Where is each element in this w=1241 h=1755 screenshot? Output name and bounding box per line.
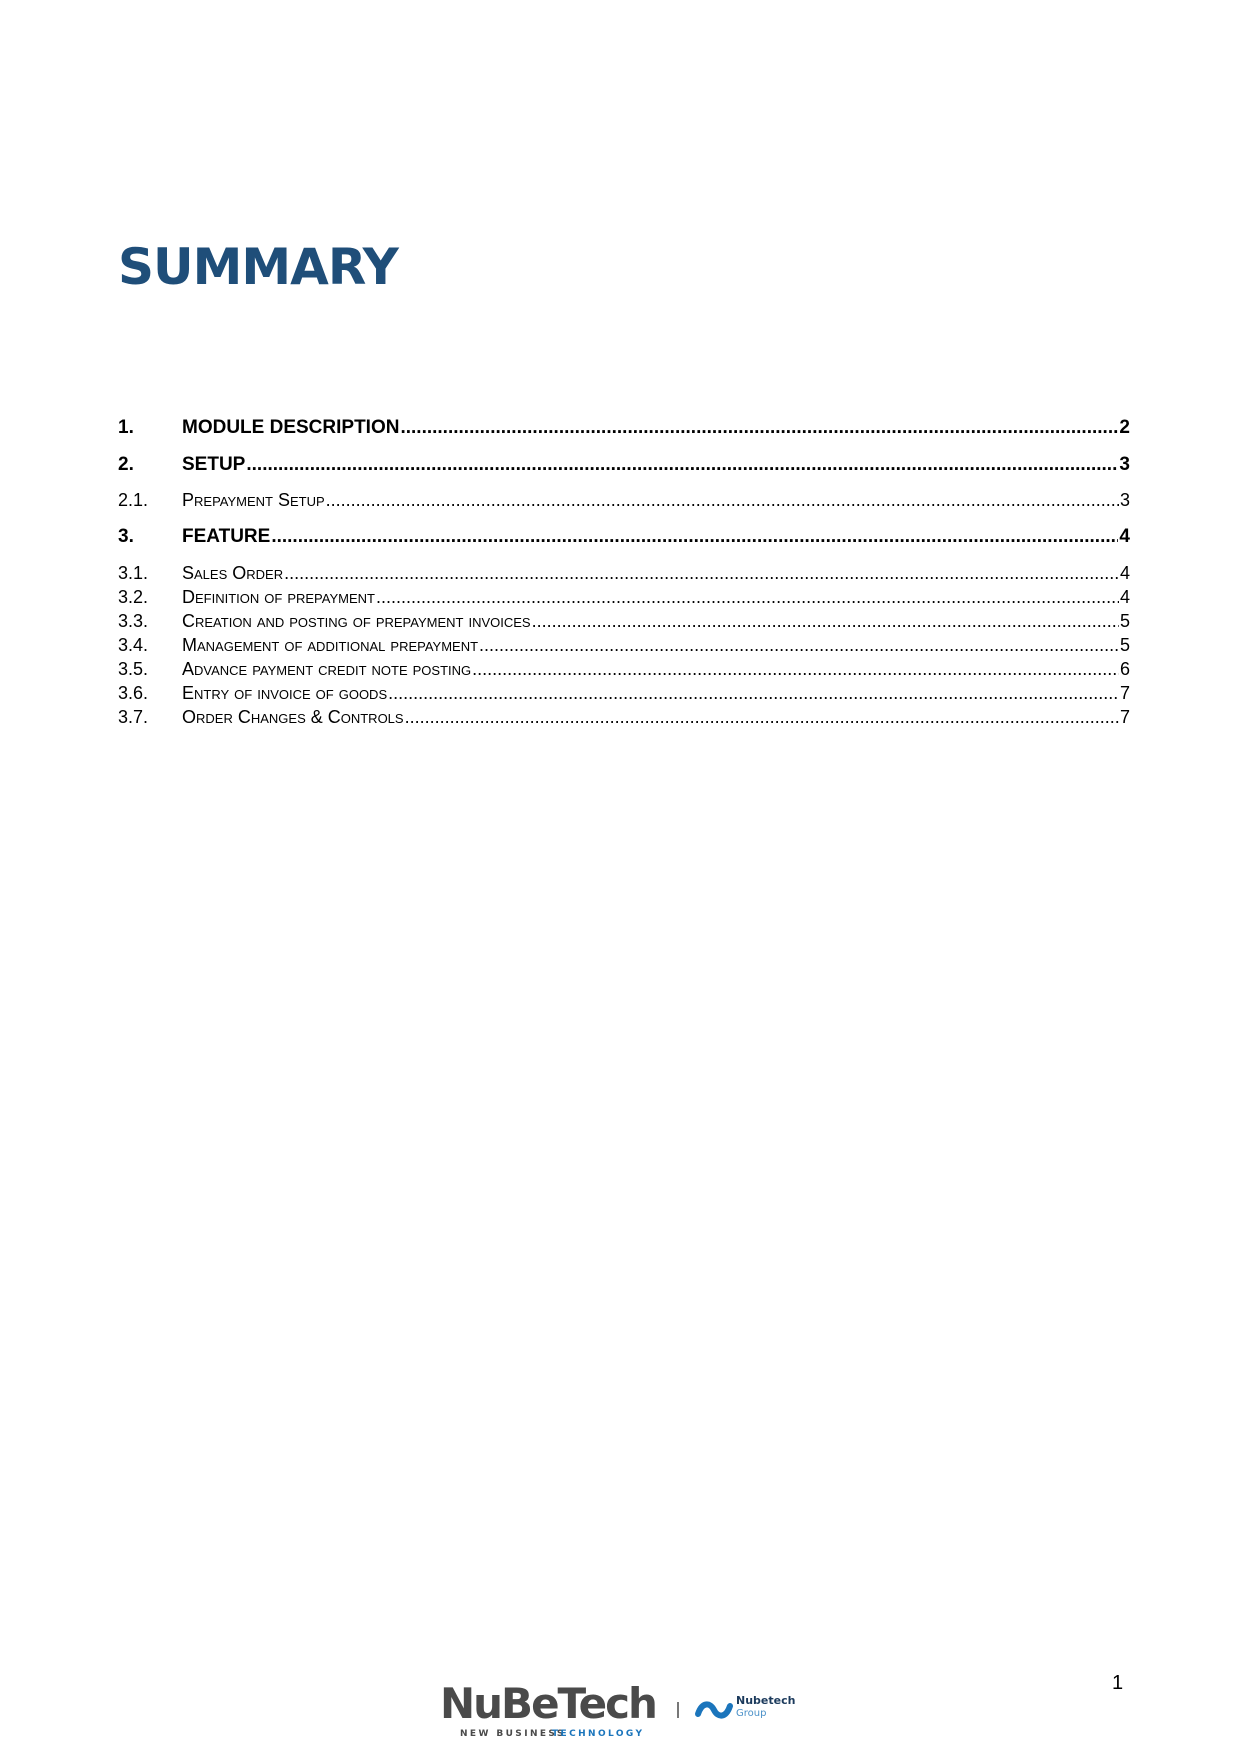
toc-leader [532, 611, 1119, 632]
toc-entry[interactable] [118, 683, 1130, 704]
toc-entry[interactable] [118, 707, 1130, 728]
toc-number: 3.5. [118, 659, 149, 679]
toc-label: MODULE DESCRIPTION [182, 417, 400, 438]
group-wave-icon [698, 1704, 730, 1715]
toc-entry[interactable] [118, 417, 1130, 439]
toc-number: 2.1. [118, 490, 149, 510]
toc-page: 5 [1119, 635, 1130, 655]
toc-number: 3.1. [118, 563, 149, 583]
toc-page: 4 [1119, 563, 1130, 583]
group-label: Group [736, 1708, 767, 1719]
logo-wordmark: NuBeTech [440, 1680, 656, 1728]
toc-number: 3.3. [118, 611, 149, 631]
toc-label: Order Changes & Controls [182, 707, 404, 727]
toc-label: Entry of invoice of goods [182, 683, 388, 703]
toc-entry[interactable] [118, 611, 1130, 632]
toc-entry[interactable] [118, 490, 1130, 511]
toc-entry[interactable] [118, 526, 1130, 548]
toc-page: 6 [1119, 659, 1130, 679]
logo-tagline-part2: TECHNOLOGY [552, 1729, 645, 1739]
nubetech-logo [440, 1680, 800, 1740]
toc-entry[interactable] [118, 587, 1130, 608]
toc-label: SETUP [182, 454, 246, 475]
toc-leader [284, 563, 1119, 584]
toc-page: 3 [1119, 454, 1130, 475]
toc-label: FEATURE [182, 526, 271, 547]
toc-page: 7 [1119, 707, 1130, 727]
group-name: Nubetech [736, 1694, 796, 1707]
toc-entry[interactable] [118, 563, 1130, 584]
toc-leader [271, 526, 1118, 548]
toc-label: Management of additional prepayment [182, 635, 479, 655]
page-number: 1 [1112, 1672, 1124, 1694]
toc-page: 5 [1119, 611, 1130, 631]
toc-label: Sales Order [182, 563, 284, 583]
toc-label: Definition of prepayment [182, 587, 375, 607]
toc-leader [326, 490, 1119, 511]
toc-page: 7 [1119, 683, 1130, 703]
toc-leader [405, 707, 1119, 728]
toc-leader [246, 454, 1118, 476]
toc-entry[interactable] [118, 454, 1130, 476]
toc-number: 3.7. [118, 707, 149, 727]
toc-leader [472, 659, 1119, 680]
toc-number: 2. [118, 454, 134, 475]
toc-page: 4 [1119, 587, 1130, 607]
toc-number: 3.4. [118, 635, 149, 655]
page-title: SUMMARY [118, 238, 398, 296]
toc-entry[interactable] [118, 635, 1130, 656]
toc-entry[interactable] [118, 659, 1130, 680]
toc-leader [376, 587, 1119, 608]
toc-page: 3 [1119, 490, 1130, 510]
toc-number: 1. [118, 417, 134, 438]
toc-page: 2 [1119, 417, 1130, 438]
toc-leader [388, 683, 1119, 704]
toc-number: 3.2. [118, 587, 149, 607]
toc-label: Creation and posting of prepayment invoices [182, 611, 531, 631]
toc-number: 3.6. [118, 683, 149, 703]
logo-tagline-part1: NEW BUSINESS [460, 1729, 566, 1739]
toc-leader [479, 635, 1119, 656]
toc-leader [400, 417, 1118, 439]
toc-label: Advance payment credit note posting [182, 659, 472, 679]
toc-number: 3. [118, 526, 134, 547]
toc-page: 4 [1119, 526, 1130, 547]
toc-label: Prepayment Setup [182, 490, 325, 510]
